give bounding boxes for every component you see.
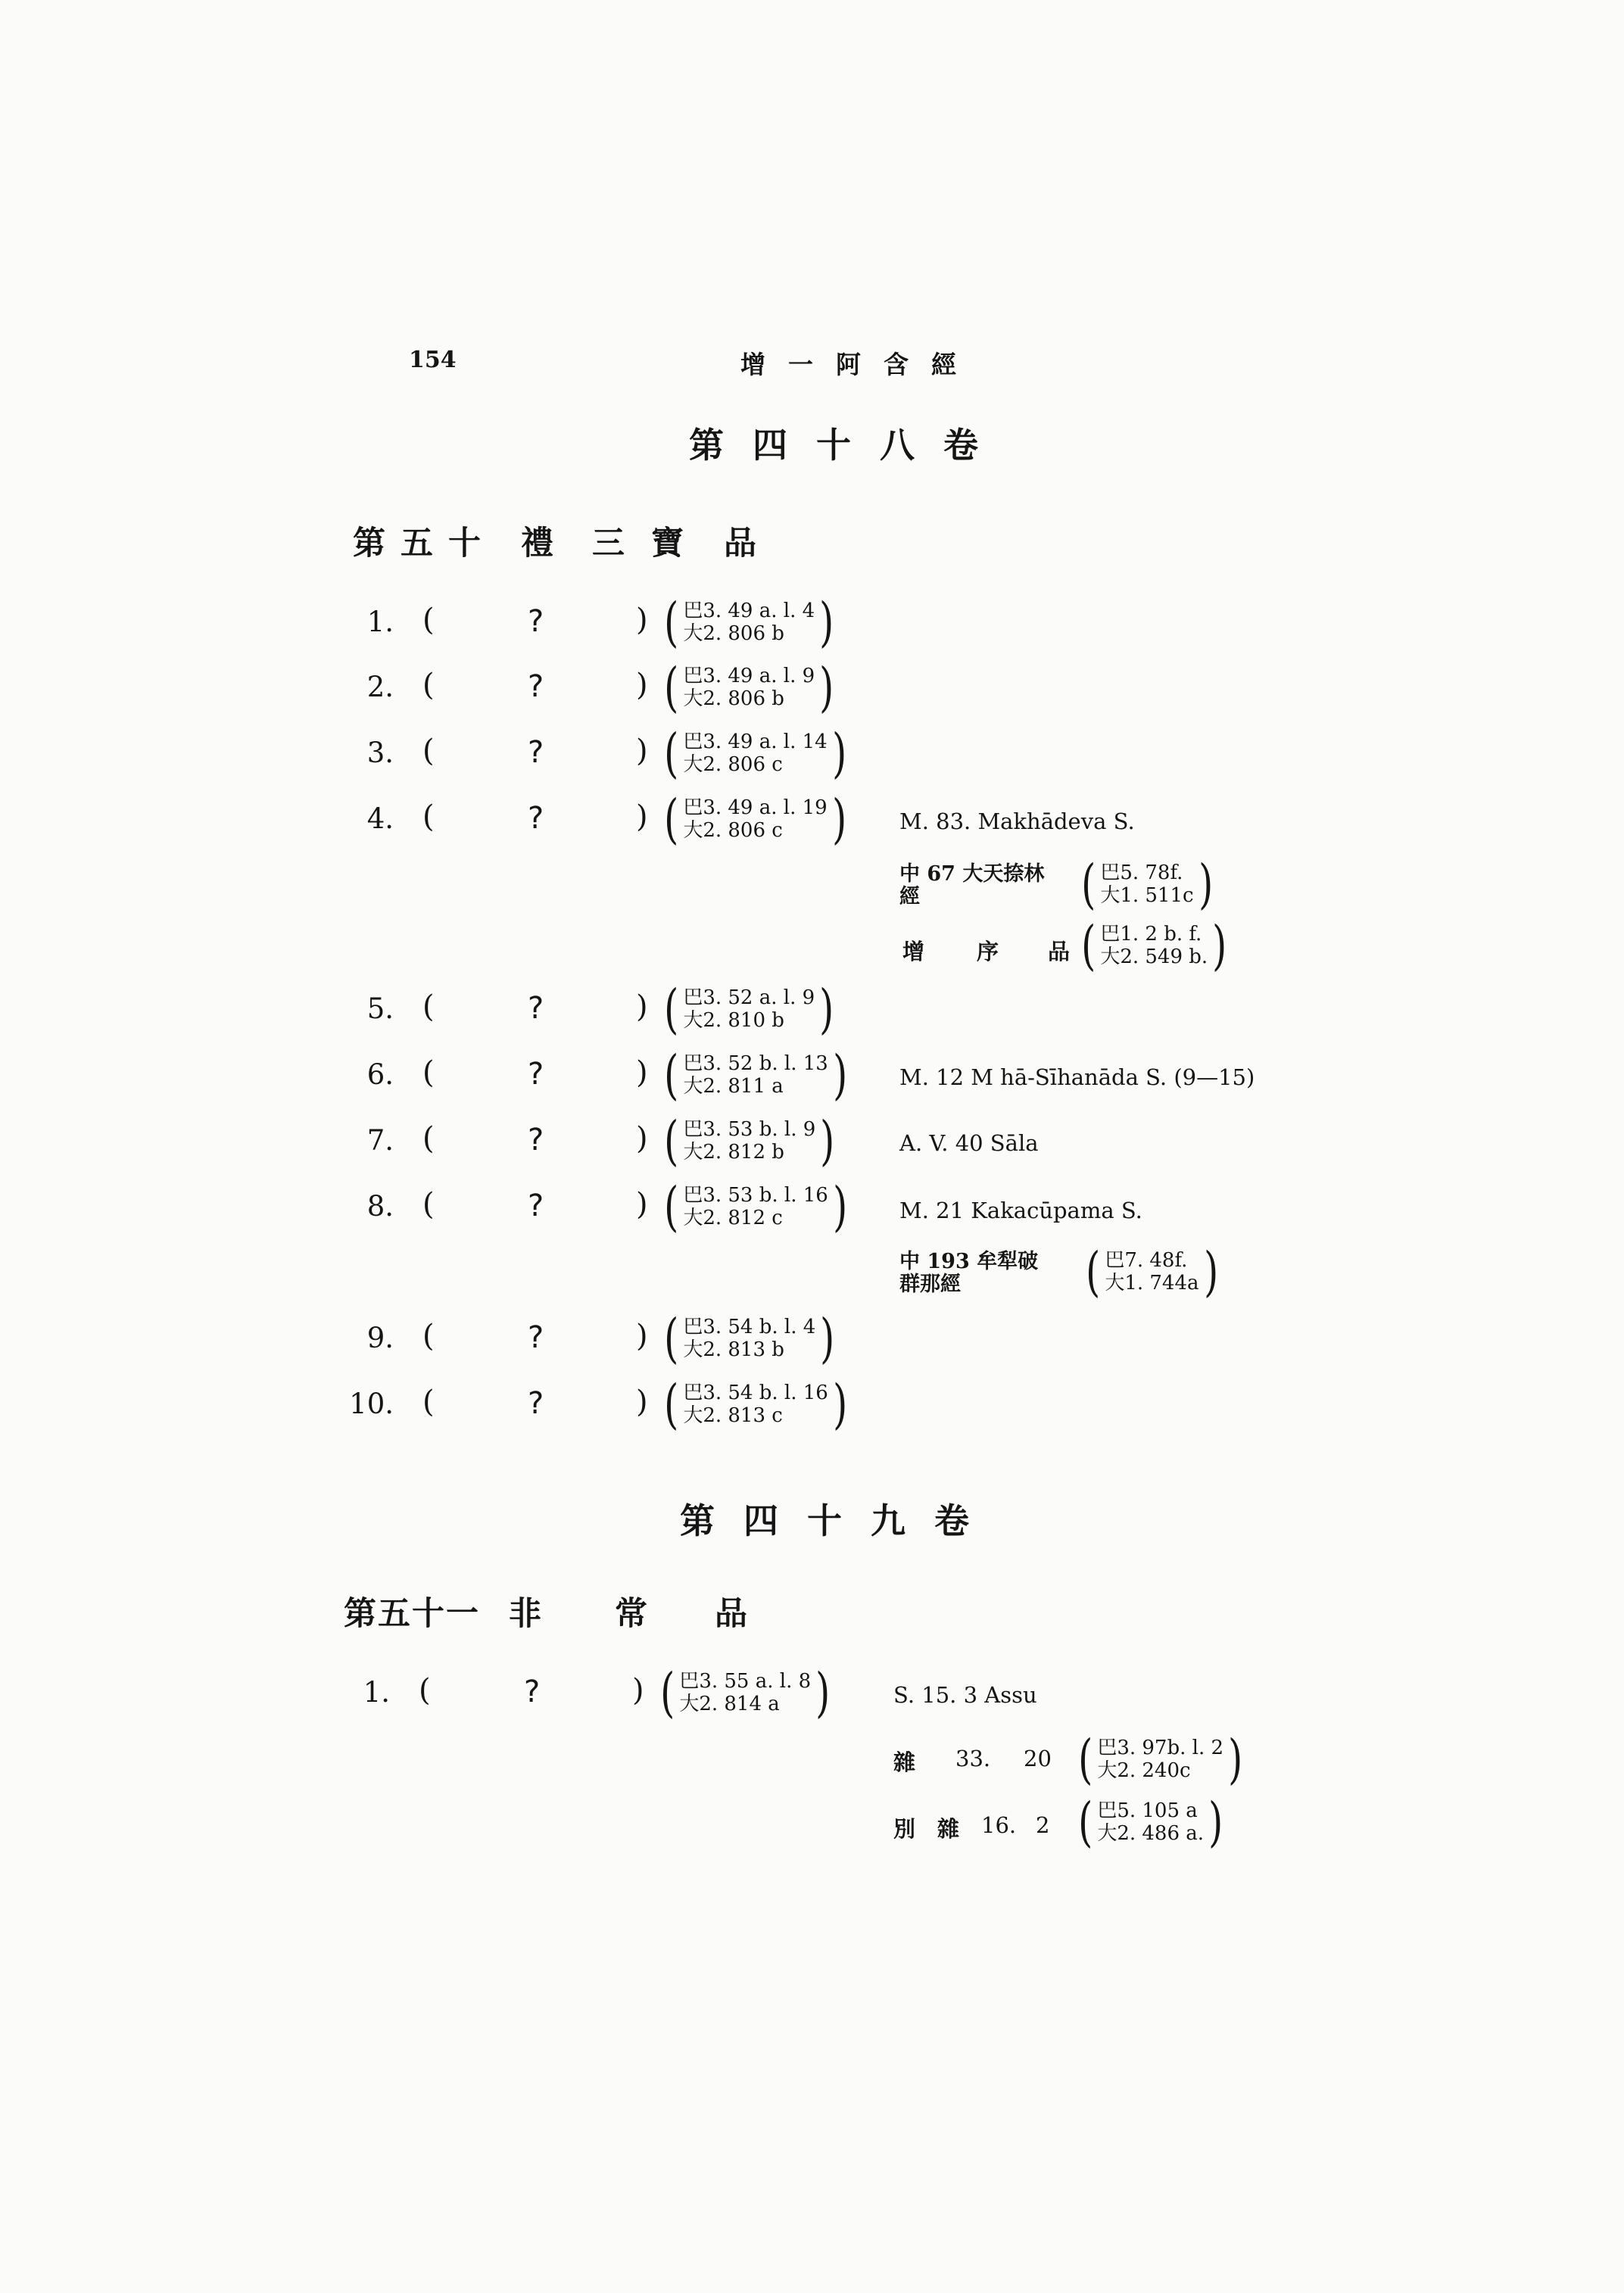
page-number: 154 (409, 347, 457, 373)
chapter-name-char: 禮 (521, 525, 553, 562)
open-paren: ( (422, 668, 435, 703)
canon-citation: ( 巴3. 52 a. l. 9 大2. 810 b ) (664, 978, 834, 1040)
close-paren: ) (636, 1055, 648, 1090)
canon-citation: ( 巴3. 54 b. l. 4 大2. 813 b ) (664, 1307, 835, 1369)
unknown-title-mark: ? (528, 801, 544, 836)
canon-citation: ( 巴3. 52 b. l. 13 大2. 811 a ) (664, 1044, 848, 1106)
entry-number: 3. (366, 737, 394, 769)
canon-citation: ( 巴3. 49 a. l. 14 大2. 806 c ) (664, 722, 846, 784)
parallel-label-number: 33. (955, 1746, 991, 1771)
parallel-label-number: 16. (981, 1812, 1017, 1838)
unknown-title-mark: ? (528, 735, 544, 770)
unknown-title-mark: ? (528, 1057, 544, 1092)
parallel-label-number: 2 (1036, 1812, 1050, 1838)
pali-citation: 巴3. 49 a. l. 9 (683, 665, 815, 687)
entry-number: 7. (366, 1124, 394, 1157)
taisho-citation: 大2. 810 b (683, 1009, 784, 1032)
parallel-citation: ( 巴7. 48f. 大1. 744a ) (1086, 1241, 1218, 1303)
chapter-50-heading (0, 518, 1624, 563)
entry-number: 5. (366, 992, 394, 1025)
taisho-citation: 大1. 744a (1105, 1272, 1199, 1294)
unknown-title-mark: ? (528, 1123, 544, 1157)
parallel-label-number: 20 (1024, 1746, 1052, 1771)
chapter-name-char: 常 (615, 1595, 647, 1633)
parallel-label-char: 增 (902, 939, 925, 964)
chapter-number: 第五十一 (344, 1595, 480, 1633)
entry-number: 6. (366, 1058, 394, 1091)
parallel-label-char: 雜 (937, 1816, 960, 1842)
running-title: 增一阿含經 (740, 350, 979, 379)
pali-citation: 巴3. 53 b. l. 16 (683, 1184, 828, 1207)
pali-citation: 巴5. 78f. (1100, 861, 1183, 884)
parallel-label-char: 別 (893, 1816, 916, 1842)
taisho-citation: 大2. 240c (1097, 1759, 1191, 1782)
chapter-name-char: 品 (724, 525, 756, 562)
open-paren: ( (422, 799, 435, 834)
open-paren: ( (422, 989, 435, 1024)
unknown-title-mark: ? (528, 604, 544, 639)
chapter-51-heading (0, 1588, 1624, 1634)
canon-citation: ( 巴3. 49 a. l. 4 大2. 806 b ) (664, 591, 834, 653)
unknown-title-mark: ? (528, 669, 544, 704)
open-paren: ( (419, 1673, 431, 1708)
unknown-title-mark: ? (524, 1675, 541, 1709)
canon-citation: ( 巴3. 54 b. l. 16 大2. 813 c ) (664, 1373, 848, 1435)
close-paren: ) (636, 1385, 648, 1419)
unknown-title-mark: ? (528, 1189, 544, 1223)
entry-number: 4. (366, 802, 394, 835)
pali-citation: 巴1. 2 b. f. (1100, 923, 1202, 946)
canon-citation: ( 巴3. 53 b. l. 16 大2. 812 c ) (664, 1176, 848, 1238)
close-paren: ) (636, 734, 648, 768)
taisho-citation: 大2. 549 b. (1100, 946, 1208, 968)
chapter-name-char: 三 (592, 525, 625, 562)
open-paren: ( (422, 1055, 435, 1090)
pali-citation: 巴3. 52 b. l. 13 (683, 1052, 828, 1075)
parallel-label-char: 序 (977, 939, 999, 964)
taisho-citation: 大2. 806 c (683, 753, 783, 776)
open-paren: ( (422, 734, 435, 768)
taisho-citation: 大2. 813 c (683, 1404, 783, 1427)
chapter-name-char: 寶 (651, 525, 684, 562)
pali-citation: 巴3. 97b. l. 2 (1097, 1737, 1224, 1759)
chapter-name-char: 品 (715, 1595, 747, 1633)
open-paren: ( (422, 603, 435, 637)
taisho-citation: 大2. 806 b (683, 687, 784, 710)
canon-citation: ( 巴3. 53 b. l. 9 大2. 812 b ) (664, 1110, 835, 1172)
canon-citation: ( 巴3. 49 a. l. 19 大2. 806 c ) (664, 788, 846, 850)
entry-number: 9. (366, 1322, 394, 1354)
pali-citation: 巴3. 54 b. l. 4 (683, 1316, 816, 1338)
entry-number: 2. (366, 671, 394, 703)
close-paren: ) (636, 603, 648, 637)
taisho-citation: 大2. 811 a (683, 1075, 784, 1098)
pali-citation: 巴3. 53 b. l. 9 (683, 1118, 816, 1141)
fascicle-49-title: 第四十九卷 (680, 1500, 998, 1541)
pali-citation: 巴3. 49 a. l. 19 (683, 796, 828, 819)
parallel-label: 中 193 牟犁破 群那經 (899, 1250, 1039, 1296)
open-paren: ( (422, 1121, 435, 1156)
open-paren: ( (422, 1187, 435, 1222)
parallel-label: 中 67 大天捺林 經 (899, 862, 1045, 908)
close-paren: ) (636, 1187, 648, 1222)
parallel-citation: ( 巴3. 97b. l. 2 大2. 240c ) (1078, 1728, 1243, 1790)
taisho-citation: 大2. 812 c (683, 1207, 783, 1229)
taisho-citation: 大2. 812 b (683, 1141, 784, 1164)
open-paren: ( (422, 1319, 435, 1354)
taisho-citation: 大2. 814 a (679, 1693, 780, 1715)
parallel-label-char: 雜 (893, 1749, 916, 1775)
pali-parallel: A. V. 40 Sāla (899, 1130, 1039, 1156)
unknown-title-mark: ? (528, 991, 544, 1026)
chapter-number: 第五十 (353, 525, 496, 562)
pali-citation: 巴3. 54 b. l. 16 (683, 1382, 828, 1404)
chapter-name-char: 非 (509, 1595, 541, 1633)
entry-number: 1. (366, 606, 394, 638)
close-paren: ) (636, 989, 648, 1024)
canon-citation: ( 巴3. 55 a. l. 8 大2. 814 a ) (660, 1662, 831, 1724)
taisho-citation: 大2. 806 c (683, 819, 783, 842)
taisho-citation: 大2. 806 b (683, 622, 784, 645)
parallel-citation: ( 巴5. 105 a 大2. 486 a. ) (1078, 1791, 1223, 1853)
entry-number: 1. (363, 1676, 390, 1709)
close-paren: ) (636, 1121, 648, 1156)
close-paren: ) (636, 668, 648, 703)
pali-citation: 巴3. 49 a. l. 4 (683, 600, 815, 622)
entry-number: 8. (366, 1190, 394, 1223)
taisho-citation: 大2. 813 b (683, 1338, 784, 1361)
pali-parallel: M. 12 M hā-Sīhanāda S. (9—15) (899, 1064, 1255, 1090)
pali-citation: 巴3. 49 a. l. 14 (683, 731, 828, 753)
unknown-title-mark: ? (528, 1320, 544, 1355)
pali-parallel: M. 83. Makhādeva S. (899, 808, 1135, 834)
fascicle-48-title: 第四十八卷 (689, 425, 1007, 466)
parallel-citation: ( 巴5. 78f. 大1. 511c ) (1081, 853, 1213, 915)
close-paren: ) (636, 1319, 648, 1354)
pali-parallel: S. 15. 3 Assu (893, 1682, 1037, 1708)
close-paren: ) (636, 799, 648, 834)
parallel-citation: ( 巴1. 2 b. f. 大2. 549 b. ) (1081, 914, 1227, 977)
unknown-title-mark: ? (528, 1386, 544, 1421)
open-paren: ( (422, 1385, 435, 1419)
parallel-label-char: 品 (1048, 939, 1071, 964)
close-paren: ) (632, 1673, 644, 1708)
entry-number: 10. (349, 1388, 394, 1420)
pali-citation: 巴7. 48f. (1105, 1249, 1188, 1272)
pali-citation: 巴5. 105 a (1097, 1799, 1198, 1822)
pali-citation: 巴3. 55 a. l. 8 (679, 1670, 812, 1693)
canon-citation: ( 巴3. 49 a. l. 9 大2. 806 b ) (664, 656, 834, 718)
pali-citation: 巴3. 52 a. l. 9 (683, 986, 815, 1009)
pali-parallel: M. 21 Kakacūpama S. (899, 1198, 1142, 1223)
taisho-citation: 大2. 486 a. (1097, 1822, 1205, 1845)
taisho-citation: 大1. 511c (1100, 884, 1194, 907)
